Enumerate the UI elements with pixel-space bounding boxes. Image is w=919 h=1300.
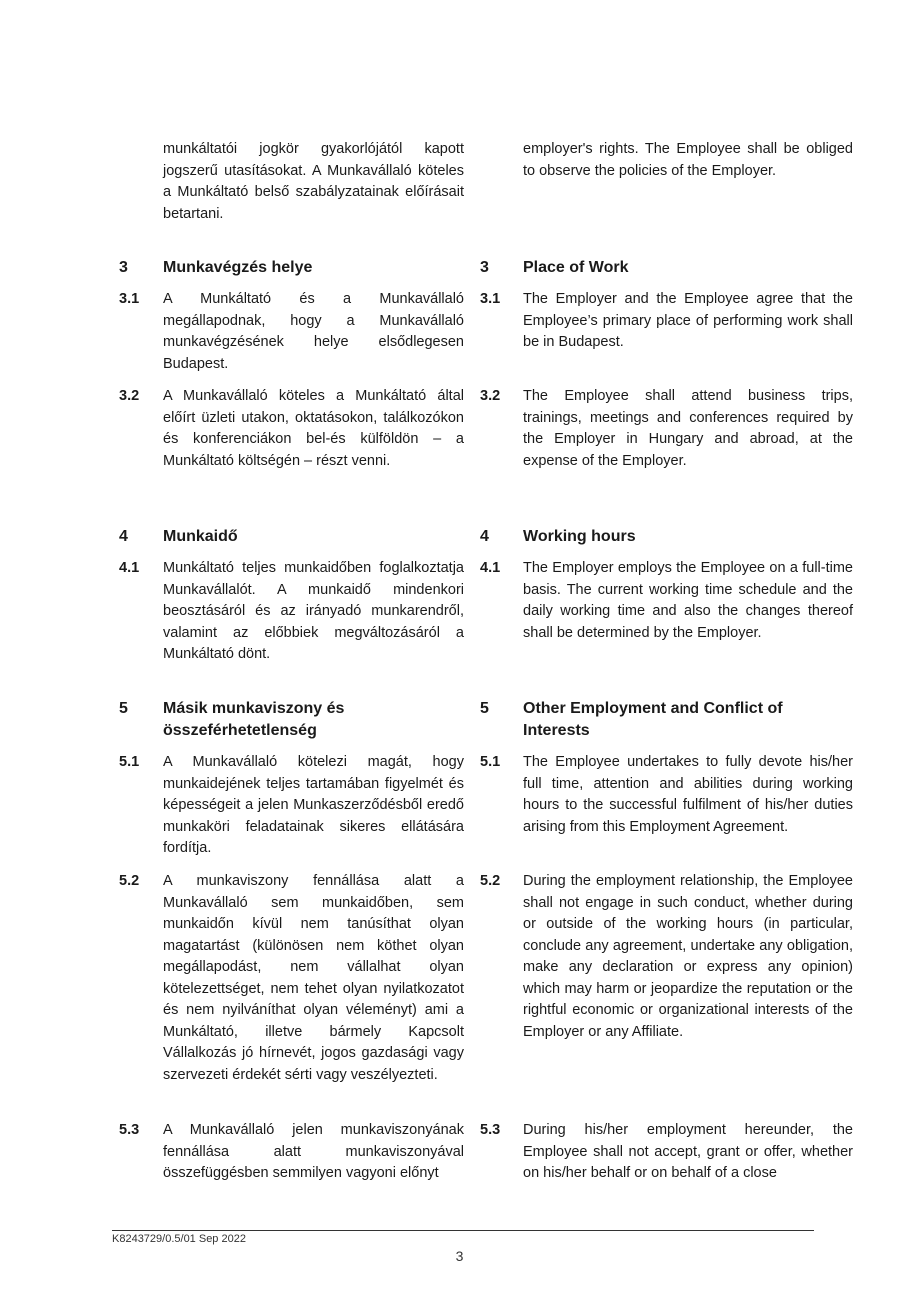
clause-text-hu: A Munkavállaló köteles a Munkáltató által előírt üzleti utakon, oktatásokon, találkozókon és konferenciákon bel-és külföldön – a Munkáltató költségén – részt venni.	[163, 388, 464, 469]
intro-text-hu: munkáltatói jogkör gyakorlójától kapott jogszerű utasításokat. A Munkavállaló köteles a Munkáltató belső szabályzatainak előírásait betartani.	[163, 141, 464, 222]
clause-text-en: The Employer employs the Employee on a full-time basis. The current working time schedule and the daily working time and also the changes thereof shall be determined by the Employer.	[523, 560, 853, 641]
section-number-en: 4	[480, 528, 489, 545]
intro-text-en: employer's rights. The Employee shall be obliged to observe the policies of the Employer.	[523, 141, 853, 179]
section-heading-en: Working hours	[523, 528, 636, 545]
section-heading-hu: Munkavégzés helye	[163, 259, 313, 276]
clause-number-hu: 3.1	[119, 291, 140, 307]
clause-number-en: 5.2	[480, 873, 501, 889]
section-number-hu: 5	[119, 700, 128, 717]
clause-text-en: During the employment relationship, the Employee shall not engage in such conduct, whether during or outside of the working hours (in particular, conclude any agreement, undertake any obligation, make any declaration or express any opinion) which may harm or jeopardize the reputation or the rightful economic or organizational interests of the Employer or any Affiliate.	[523, 873, 853, 1040]
section-number-en: 5	[480, 700, 489, 717]
clause-number-en: 5.1	[480, 754, 501, 770]
clause-text-en: The Employee undertakes to fully devote his/her full time, attention and abilities during working hours to the successful fulfilment of his/her duties arising from this Employment Agreement.	[523, 754, 853, 835]
section-number-en: 3	[480, 259, 489, 276]
section-heading-hu: Munkaidő	[163, 528, 238, 545]
clause-number-hu: 4.1	[119, 560, 140, 576]
clause-text-hu: A Munkavállaló kötelezi magát, hogy munkaidejének teljes tartamában figyelmét és képességeit a jelen Munkaszerződésből eredő munkaköri feladatainak sikeres ellátására fordítja.	[163, 754, 464, 856]
document-reference: K8243729/0.5/01 Sep 2022	[112, 1233, 246, 1245]
clause-text-en: The Employee shall attend business trips, trainings, meetings and conferences required by the Employer in Hungary and abroad, at the expense of the Employer.	[523, 388, 853, 469]
clause-number-en: 4.1	[480, 560, 501, 576]
clause-text-hu: A Munkáltató és a Munkavállaló megállapodnak, hogy a Munkavállaló munkavégzésének helye elsődlegesen Budapest.	[163, 291, 464, 372]
clause-number-en: 5.3	[480, 1122, 501, 1138]
clause-number-hu: 3.2	[119, 388, 140, 404]
section-heading-en: Other Employment and Conflict of Interests	[523, 700, 783, 739]
clause-number-hu: 5.1	[119, 754, 140, 770]
clause-text-en: The Employer and the Employee agree that the Employee’s primary place of performing work shall be in Budapest.	[523, 291, 853, 350]
clause-number-en: 3.1	[480, 291, 501, 307]
clause-number-en: 3.2	[480, 388, 501, 404]
footer-divider	[112, 1230, 814, 1231]
clause-text-hu: A munkaviszony fennállása alatt a Munkavállaló sem munkaidőben, sem munkaidőn kívül nem tanúsíthat olyan magatartást (különösen nem köthet olyan megállapodást, nem vállalhat olyan kötelezettséget, nem tehet olyan nyilatkozatot és nem nyilváníthat olyan véleményt) ami a Munkáltató, illetve bármely Kapcsolt Vállalkozás jó hírnevét, jogos gazdasági vagy szervezeti érdekét sérti vagy veszélyezteti.	[163, 873, 464, 1083]
clause-number-hu: 5.2	[119, 873, 140, 889]
page-number: 3	[455, 1248, 464, 1264]
section-heading-en: Place of Work	[523, 259, 629, 276]
section-number-hu: 3	[119, 259, 128, 276]
clause-text-en: During his/her employment hereunder, the Employee shall not accept, grant or offer, whether on his/her behalf or on behalf of a close	[523, 1122, 853, 1181]
section-heading-hu: Másik munkaviszony és összeférhetetlenség	[163, 700, 345, 739]
clause-number-hu: 5.3	[119, 1122, 140, 1138]
clause-text-hu: A Munkavállaló jelen munkaviszonyának fennállása alatt munkaviszonyával összefüggésben semmilyen vagyoni előnyt	[163, 1122, 464, 1181]
clause-text-hu: Munkáltató teljes munkaidőben foglalkoztatja Munkavállalót. A munkaidő mindenkori beosztásáról és az irányadó munkarendről, valamint az előbbiek megváltozásáról a Munkáltató dönt.	[163, 560, 464, 662]
section-number-hu: 4	[119, 528, 128, 545]
